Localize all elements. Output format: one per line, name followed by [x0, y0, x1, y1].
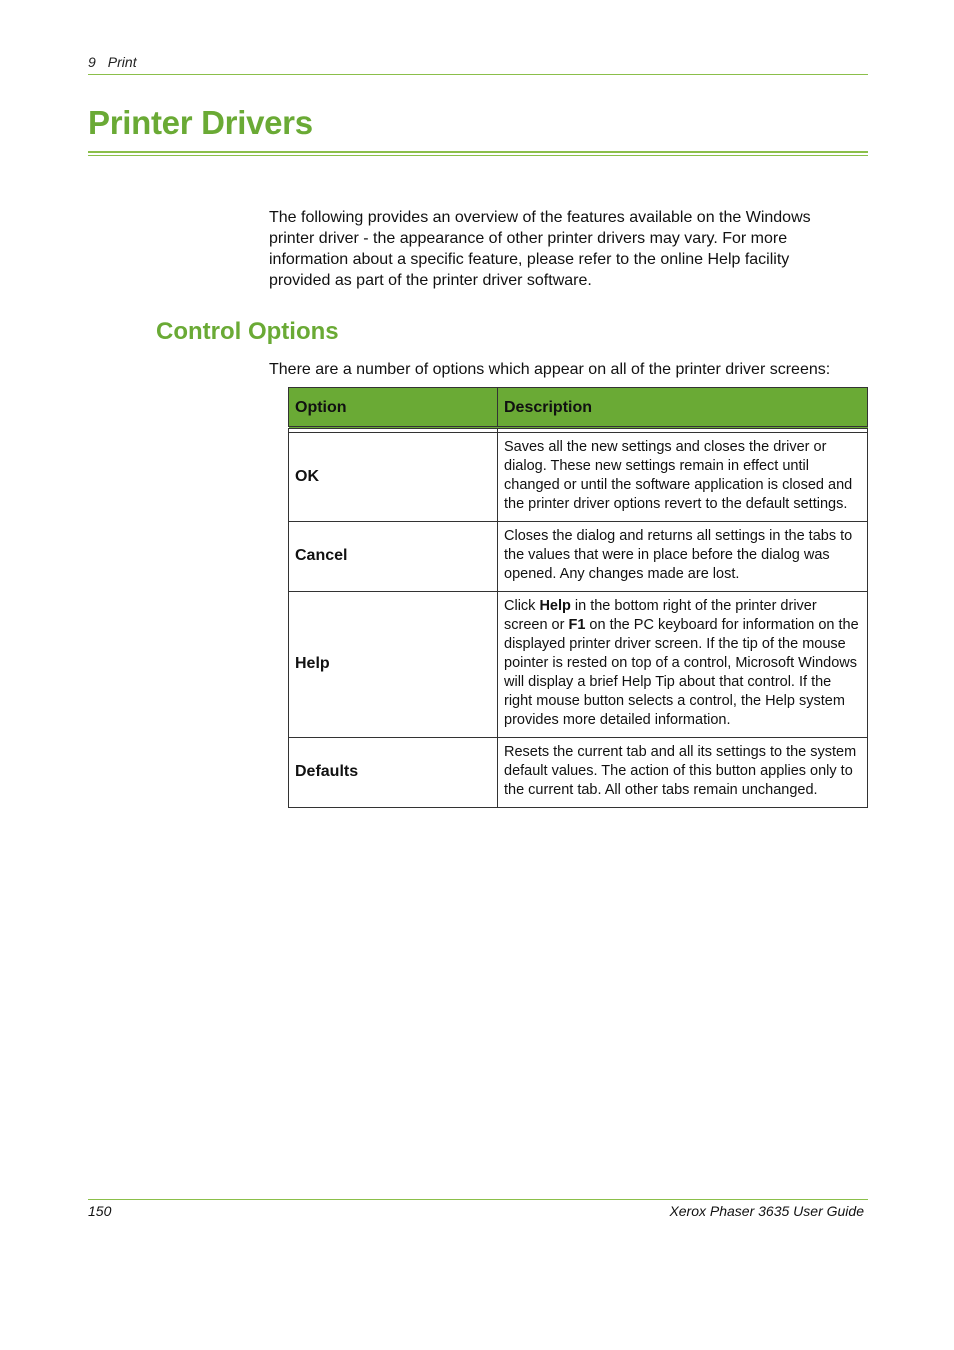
option-defaults: Defaults [289, 738, 498, 808]
intro-paragraph: The following provides an overview of the features available on the Windows printer driver - the appearance of other printer drivers may vary. For more information about a specific feature, please refer to the online Help facility provided as part of the printer driver software. [269, 209, 811, 289]
chapter-number: 9 [88, 54, 96, 70]
table-header-row [289, 388, 868, 428]
section-heading: Control Options [156, 318, 339, 345]
help-term-help: Help [539, 598, 571, 614]
page-number: 150 [88, 1203, 112, 1219]
help-term-f1: F1 [568, 617, 586, 633]
option-ok: OK [289, 433, 498, 522]
column-header-description: Description [498, 388, 868, 428]
help-text-1: Click [504, 598, 540, 614]
control-options-table [288, 387, 868, 808]
header-rule [88, 74, 868, 75]
table-row [289, 522, 868, 592]
page-title: Printer Drivers [88, 104, 313, 141]
footer-rule [88, 1199, 868, 1200]
option-cancel: Cancel [289, 522, 498, 592]
column-header-option: Option [289, 388, 498, 428]
description-defaults: Resets the current tab and all its settings to the system default values. The action of this button applies only to the current tab. All other tabs remain unchanged. [498, 738, 868, 808]
section-intro: There are a number of options which appear on all of the printer driver screens: [269, 361, 831, 378]
title-rule-thin [88, 155, 868, 156]
help-text-3: on the PC keyboard for information on the displayed printer driver screen. If the tip of the mouse pointer is rested on top of a control, Microsoft Windows will display a brief Help Tip about that control. If the right mouse button selects a control, the Help system provides more detailed information. [504, 617, 859, 728]
description-cancel: Closes the dialog and returns all settings in the tabs to the values that were in place before the dialog was opened. Any changes made are lost. [498, 522, 868, 592]
table-row [289, 433, 868, 522]
description-help [498, 592, 868, 738]
option-help: Help [289, 592, 498, 738]
title-rule-thick [88, 151, 868, 153]
guide-name: Xerox Phaser 3635 User Guide [669, 1203, 864, 1219]
table-row [289, 738, 868, 808]
chapter-title: Print [107, 54, 137, 70]
help-text-2: in the bottom right of the printer driver screen or [504, 598, 817, 633]
description-ok: Saves all the new settings and closes the driver or dialog. These new settings remain in effect until changed or until the software application is closed and the printer driver options revert to the default settings. [498, 433, 868, 522]
running-header [88, 54, 137, 70]
table-row [289, 592, 868, 738]
